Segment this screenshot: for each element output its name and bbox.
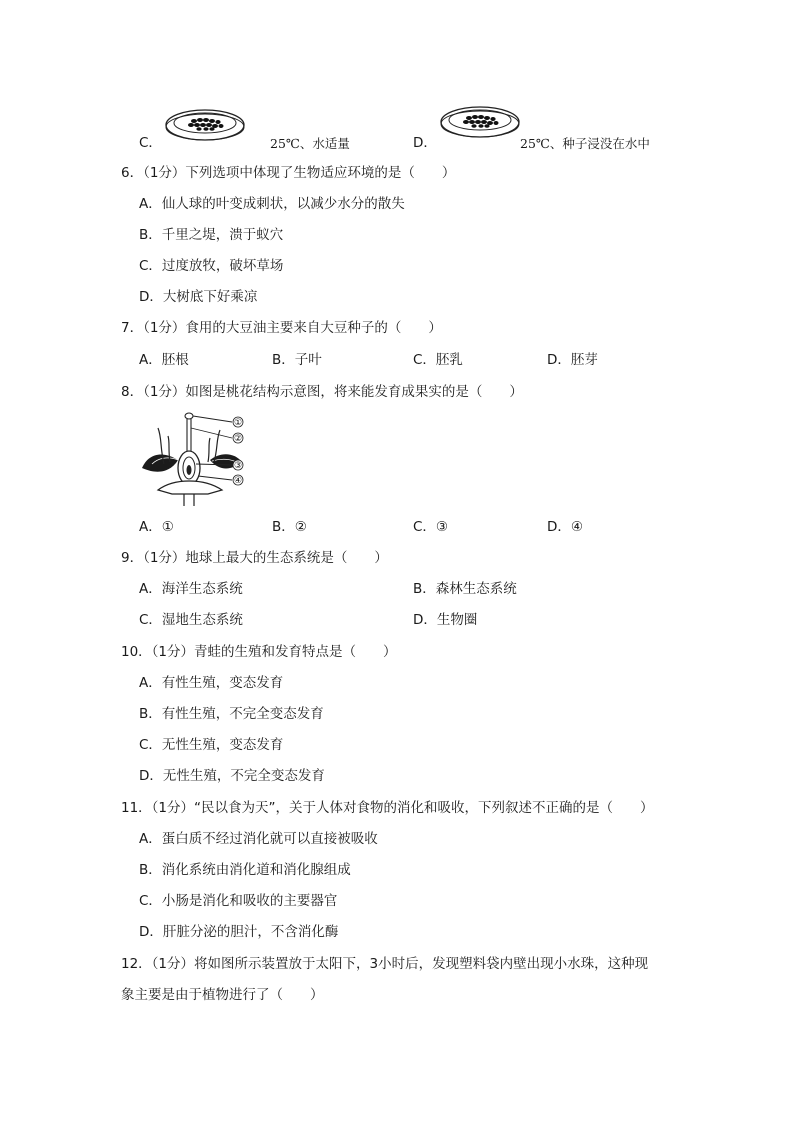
diagram-label-2: ② <box>233 434 243 444</box>
q5-option-c-letter: C． <box>139 135 162 151</box>
q7-stem: 7．（1分）食用的大豆油主要来自大豆种子的（ ） <box>121 320 442 336</box>
petri-dish-figure-d <box>439 104 521 140</box>
q6-option-b: B．千里之堤，溃于蚁穴 <box>139 227 284 243</box>
q5-option-d-caption: 25℃、种子浸没在水中 <box>520 136 650 151</box>
q11-option-a: A．蛋白质不经过消化就可以直接被吸收 <box>139 831 378 847</box>
q11-stem: 11．（1分）“民以食为天”，关于人体对食物的消化和吸收，下列叙述不正确的是（ ） <box>121 800 654 816</box>
q10-option-a: A．有性生殖，变态发育 <box>139 675 284 691</box>
q11-option-b: B．消化系统由消化道和消化腺组成 <box>139 862 351 878</box>
q7-option-b: B．子叶 <box>272 352 322 368</box>
q10-option-b: B．有性生殖，不完全变态发育 <box>139 706 324 722</box>
diagram-label-4: ④ <box>233 476 243 486</box>
q9-stem: 9．（1分）地球上最大的生态系统是（ ） <box>121 550 388 566</box>
q9-option-c: C．湿地生态系统 <box>139 612 243 628</box>
q6-option-c: C．过度放牧，破坏草场 <box>139 258 284 274</box>
q8-option-a: A．① <box>139 519 174 535</box>
q8-option-c: C．③ <box>413 519 449 535</box>
q8-option-b: B．② <box>272 519 307 535</box>
q11-option-c: C．小肠是消化和吸收的主要器官 <box>139 893 338 909</box>
q7-option-d: D．胚芽 <box>547 352 598 368</box>
q6-option-d: D．大树底下好乘凉 <box>139 289 258 305</box>
q5-option-c-caption: 25℃、水适量 <box>270 136 350 151</box>
q11-option-d: D．肝脏分泌的胆汁，不含消化酶 <box>139 924 339 940</box>
q6-option-a: A．仙人球的叶变成刺状，以减少水分的散失 <box>139 196 405 212</box>
q10-stem: 10．（1分）青蛙的生殖和发育特点是（ ） <box>121 644 397 660</box>
q9-option-b: B．森林生态系统 <box>413 581 517 597</box>
q5-option-d-letter: D． <box>413 135 437 151</box>
diagram-label-3: ③ <box>233 461 243 471</box>
q6-stem: 6．（1分）下列选项中体现了生物适应环境的是（ ） <box>121 165 456 181</box>
q8-option-d: D．④ <box>547 519 583 535</box>
q9-option-a: A．海洋生态系统 <box>139 581 243 597</box>
q10-option-c: C．无性生殖，变态发育 <box>139 737 284 753</box>
q12-stem-line-1: 12．（1分）将如图所示装置放于太阳下，3小时后，发现塑料袋内壁出现小水珠，这种现 <box>121 956 649 972</box>
q10-option-d: D．无性生殖，不完全变态发育 <box>139 768 325 784</box>
petri-dish-figure-c <box>164 107 246 143</box>
q12-stem-line-2: 象主要是由于植物进行了（ ） <box>121 987 324 1003</box>
q7-option-c: C．胚乳 <box>413 352 463 368</box>
q9-option-d: D．生物圈 <box>413 612 478 628</box>
q7-option-a: A．胚根 <box>139 352 189 368</box>
q8-stem: 8．（1分）如图是桃花结构示意图，将来能发育成果实的是（ ） <box>121 384 523 400</box>
peach-flower-diagram <box>138 408 248 510</box>
diagram-label-1: ① <box>233 418 243 428</box>
